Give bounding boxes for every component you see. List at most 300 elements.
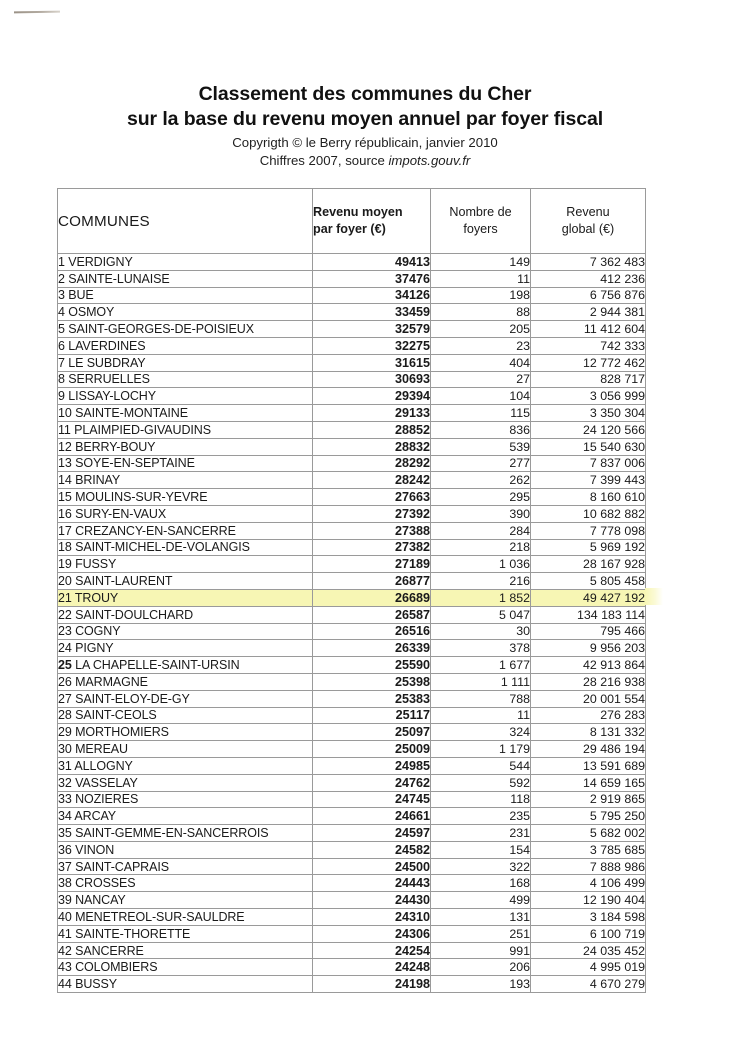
cell-revenu-global: 3 785 685 <box>531 841 646 858</box>
table-row <box>58 539 646 556</box>
cell-revenu-moyen: 37476 <box>313 270 431 287</box>
cell-commune-name: VINON <box>75 842 115 857</box>
cell-revenu-moyen: 27382 <box>313 539 431 556</box>
cell-commune <box>58 270 313 287</box>
cell-commune-name: LE SUBDRAY <box>68 355 146 370</box>
table-header-row <box>58 189 646 254</box>
cell-nombre-foyers: 30 <box>431 623 531 640</box>
cell-commune-name: BUSSY <box>75 977 117 992</box>
source-line <box>0 152 730 170</box>
cell-commune <box>58 757 313 774</box>
cell-commune-name: PLAIMPIED-GIVAUDINS <box>74 422 211 437</box>
table-row <box>58 909 646 926</box>
cell-commune <box>58 287 313 304</box>
cell-commune <box>58 808 313 825</box>
cell-commune-name: SAINT-GEORGES-DE-POISIEUX <box>68 322 254 337</box>
cell-revenu-global: 3 184 598 <box>531 909 646 926</box>
cell-revenu-moyen: 24254 <box>313 942 431 959</box>
cell-revenu-moyen: 25383 <box>313 690 431 707</box>
column-header-nombre-foyers-line-2: foyers <box>463 222 498 236</box>
cell-revenu-global: 11 412 604 <box>531 321 646 338</box>
cell-nombre-foyers: 154 <box>431 841 531 858</box>
cell-revenu-global: 7 399 443 <box>531 472 646 489</box>
cell-nombre-foyers: 216 <box>431 573 531 590</box>
cell-nombre-foyers: 284 <box>431 522 531 539</box>
cell-revenu-global: 5 795 250 <box>531 808 646 825</box>
cell-commune-name: SAINT-CEOLS <box>75 708 157 723</box>
cell-commune <box>58 909 313 926</box>
cell-nombre-foyers: 499 <box>431 892 531 909</box>
cell-commune <box>58 724 313 741</box>
communes-ranking-table <box>57 188 646 993</box>
cell-nombre-foyers: 115 <box>431 405 531 422</box>
cell-commune <box>58 388 313 405</box>
table-row <box>58 337 646 354</box>
cell-rank: 5 <box>58 322 65 337</box>
cell-rank: 3 <box>58 288 65 303</box>
cell-revenu-global: 4 995 019 <box>531 959 646 976</box>
cell-revenu-moyen: 29133 <box>313 405 431 422</box>
cell-commune-name: OSMOY <box>68 305 115 320</box>
cell-revenu-global: 412 236 <box>531 270 646 287</box>
cell-nombre-foyers: 206 <box>431 959 531 976</box>
cell-commune-name: BERRY-BOUY <box>75 439 156 454</box>
cell-nombre-foyers: 539 <box>431 438 531 455</box>
cell-revenu-global: 8 131 332 <box>531 724 646 741</box>
cell-nombre-foyers: 231 <box>431 825 531 842</box>
table-row <box>58 405 646 422</box>
cell-revenu-global: 7 837 006 <box>531 455 646 472</box>
column-header-revenu-moyen <box>313 189 431 254</box>
cell-nombre-foyers: 262 <box>431 472 531 489</box>
cell-commune-name: SURY-EN-VAUX <box>75 506 167 521</box>
cell-nombre-foyers: 11 <box>431 270 531 287</box>
cell-commune-name: SAINT-LAURENT <box>75 574 173 589</box>
table-header <box>58 189 646 254</box>
cell-revenu-global: 5 805 458 <box>531 573 646 590</box>
cell-nombre-foyers: 324 <box>431 724 531 741</box>
cell-revenu-global: 6 756 876 <box>531 287 646 304</box>
cell-rank: 10 <box>58 406 72 421</box>
cell-commune <box>58 925 313 942</box>
cell-nombre-foyers: 218 <box>431 539 531 556</box>
table-row <box>58 959 646 976</box>
table-row <box>58 640 646 657</box>
cell-commune-name: LA CHAPELLE-SAINT-URSIN <box>75 658 240 673</box>
table-row <box>58 321 646 338</box>
cell-rank: 38 <box>58 876 72 891</box>
cell-nombre-foyers: 104 <box>431 388 531 405</box>
cell-nombre-foyers: 149 <box>431 254 531 271</box>
cell-rank: 31 <box>58 758 72 773</box>
table-body <box>58 254 646 993</box>
table-row <box>58 707 646 724</box>
cell-rank: 2 <box>58 271 65 286</box>
cell-rank: 19 <box>58 557 72 572</box>
cell-commune-name: LISSAY-LOCHY <box>68 389 156 404</box>
cell-revenu-moyen: 25097 <box>313 724 431 741</box>
cell-nombre-foyers: 390 <box>431 505 531 522</box>
cell-commune-name: FUSSY <box>75 557 117 572</box>
cell-commune-name: CROSSES <box>75 876 136 891</box>
cell-revenu-global: 7 888 986 <box>531 858 646 875</box>
cell-rank: 11 <box>58 422 71 437</box>
cell-commune <box>58 841 313 858</box>
cell-revenu-global: 4 670 279 <box>531 976 646 993</box>
cell-revenu-moyen: 24745 <box>313 791 431 808</box>
cell-commune <box>58 321 313 338</box>
cell-rank: 37 <box>58 859 72 874</box>
cell-rank: 39 <box>58 893 72 908</box>
table-row <box>58 472 646 489</box>
cell-revenu-global: 3 350 304 <box>531 405 646 422</box>
cell-commune <box>58 825 313 842</box>
copyright-line: Copyrigth © le Berry républicain, janvier 2010 <box>232 135 498 150</box>
table-row <box>58 657 646 674</box>
cell-commune-name: SAINT-GEMME-EN-SANCERROIS <box>75 825 269 840</box>
cell-revenu-moyen: 27663 <box>313 489 431 506</box>
cell-commune <box>58 942 313 959</box>
cell-rank: 33 <box>58 792 72 807</box>
cell-revenu-moyen: 26587 <box>313 606 431 623</box>
cell-rank: 29 <box>58 725 72 740</box>
table-row <box>58 808 646 825</box>
cell-commune <box>58 254 313 271</box>
cell-revenu-global: 10 682 882 <box>531 505 646 522</box>
cell-commune-name: LAVERDINES <box>68 338 146 353</box>
cell-commune <box>58 421 313 438</box>
cell-revenu-moyen: 32275 <box>313 337 431 354</box>
cell-revenu-moyen: 34126 <box>313 287 431 304</box>
cell-revenu-moyen: 24985 <box>313 757 431 774</box>
table-row <box>58 388 646 405</box>
cell-revenu-global: 134 183 114 <box>531 606 646 623</box>
cell-revenu-moyen: 25117 <box>313 707 431 724</box>
cell-commune-name: SAINTE-MONTAINE <box>75 406 188 421</box>
cell-commune <box>58 606 313 623</box>
cell-commune <box>58 623 313 640</box>
cell-rank: 20 <box>58 574 72 589</box>
table-row <box>58 741 646 758</box>
cell-commune <box>58 657 313 674</box>
cell-commune <box>58 556 313 573</box>
cell-revenu-moyen: 26689 <box>313 589 431 606</box>
cell-nombre-foyers: 1 852 <box>431 589 531 606</box>
cell-revenu-moyen: 27392 <box>313 505 431 522</box>
cell-nombre-foyers: 1 179 <box>431 741 531 758</box>
cell-commune-name: COLOMBIERS <box>75 960 158 975</box>
cell-rank: 44 <box>58 977 72 992</box>
table-row <box>58 673 646 690</box>
cell-commune-name: NOZIERES <box>75 792 139 807</box>
cell-nombre-foyers: 27 <box>431 371 531 388</box>
cell-nombre-foyers: 11 <box>431 707 531 724</box>
column-header-revenu-moyen-line-1: Revenu moyen <box>313 205 403 219</box>
cell-revenu-moyen: 49413 <box>313 254 431 271</box>
cell-commune <box>58 522 313 539</box>
cell-commune-name: MENETREOL-SUR-SAULDRE <box>75 909 245 924</box>
cell-rank: 41 <box>58 926 72 941</box>
cell-revenu-moyen: 24310 <box>313 909 431 926</box>
cell-commune-name: SOYE-EN-SEPTAINE <box>75 456 195 471</box>
cell-revenu-moyen: 26339 <box>313 640 431 657</box>
page-title-line-2: sur la base du revenu moyen annuel par foyer fiscal <box>126 108 604 130</box>
cell-nombre-foyers: 1 036 <box>431 556 531 573</box>
cell-commune <box>58 589 313 606</box>
table-row <box>58 606 646 623</box>
source-name: impots.gouv.fr <box>388 153 471 168</box>
table-row <box>58 270 646 287</box>
table-row <box>58 354 646 371</box>
cell-commune-name: SERRUELLES <box>68 372 150 387</box>
column-header-nombre-foyers-line-1: Nombre de <box>449 205 512 219</box>
cell-rank: 15 <box>58 490 72 505</box>
cell-revenu-moyen: 24248 <box>313 959 431 976</box>
cell-revenu-moyen: 28242 <box>313 472 431 489</box>
cell-nombre-foyers: 295 <box>431 489 531 506</box>
cell-rank: 13 <box>58 456 72 471</box>
cell-rank: 25 <box>58 658 72 673</box>
cell-revenu-global: 5 682 002 <box>531 825 646 842</box>
cell-nombre-foyers: 198 <box>431 287 531 304</box>
cell-nombre-foyers: 991 <box>431 942 531 959</box>
cell-commune <box>58 875 313 892</box>
cell-commune-name: SAINT-MICHEL-DE-VOLANGIS <box>75 540 250 555</box>
cell-commune-name: MEREAU <box>75 742 128 756</box>
cell-commune-name: BRINAY <box>75 473 121 488</box>
cell-nombre-foyers: 5 047 <box>431 606 531 623</box>
cell-rank: 12 <box>58 439 72 454</box>
table-row <box>58 522 646 539</box>
cell-revenu-moyen: 27189 <box>313 556 431 573</box>
cell-revenu-moyen: 24661 <box>313 808 431 825</box>
table-row <box>58 589 646 606</box>
cell-nombre-foyers: 836 <box>431 421 531 438</box>
cell-rank: 27 <box>58 691 72 706</box>
cell-rank: 8 <box>58 372 65 387</box>
table-row <box>58 925 646 942</box>
table-row <box>58 254 646 271</box>
cell-revenu-global: 7 778 098 <box>531 522 646 539</box>
cell-revenu-global: 13 591 689 <box>531 757 646 774</box>
cell-nombre-foyers: 193 <box>431 976 531 993</box>
table-row <box>58 690 646 707</box>
table-row <box>58 287 646 304</box>
cell-revenu-global: 29 486 194 <box>531 741 646 758</box>
cell-commune-name: SANCERRE <box>75 943 144 958</box>
cell-revenu-global: 9 956 203 <box>531 640 646 657</box>
cell-commune-name: VERDIGNY <box>68 254 133 269</box>
cell-commune <box>58 438 313 455</box>
table-row <box>58 438 646 455</box>
cell-nombre-foyers: 1 111 <box>431 673 531 690</box>
cell-revenu-global: 49 427 192 <box>531 589 646 606</box>
cell-commune-name: PIGNY <box>75 641 114 656</box>
cell-revenu-global: 2 919 865 <box>531 791 646 808</box>
cell-commune <box>58 573 313 590</box>
cell-commune <box>58 791 313 808</box>
cell-revenu-global: 5 969 192 <box>531 539 646 556</box>
document-header <box>0 82 730 170</box>
source-prefix: Chiffres 2007, source <box>259 153 389 168</box>
table-row <box>58 505 646 522</box>
cell-revenu-moyen: 25398 <box>313 673 431 690</box>
cell-rank: 21 <box>58 590 72 605</box>
cell-commune <box>58 976 313 993</box>
cell-nombre-foyers: 118 <box>431 791 531 808</box>
cell-revenu-global: 24 120 566 <box>531 421 646 438</box>
cell-revenu-moyen: 27388 <box>313 522 431 539</box>
table-row <box>58 573 646 590</box>
cell-revenu-moyen: 26516 <box>313 623 431 640</box>
cell-commune <box>58 354 313 371</box>
cell-commune-name: SAINT-ELOY-DE-GY <box>75 691 190 706</box>
cell-commune <box>58 505 313 522</box>
table-row <box>58 791 646 808</box>
table-row <box>58 724 646 741</box>
cell-nombre-foyers: 1 677 <box>431 657 531 674</box>
cell-commune-name: BUE <box>68 288 94 303</box>
cell-nombre-foyers: 378 <box>431 640 531 657</box>
cell-revenu-moyen: 30693 <box>313 371 431 388</box>
table-row <box>58 623 646 640</box>
column-header-revenu-global-line-1: Revenu <box>566 205 610 219</box>
cell-commune <box>58 455 313 472</box>
cell-nombre-foyers: 404 <box>431 354 531 371</box>
cell-commune <box>58 892 313 909</box>
table-row <box>58 304 646 321</box>
cell-commune-name: MOULINS-SUR-YEVRE <box>75 490 208 505</box>
cell-revenu-moyen: 29394 <box>313 388 431 405</box>
cell-revenu-global: 2 944 381 <box>531 304 646 321</box>
cell-nombre-foyers: 23 <box>431 337 531 354</box>
cell-nombre-foyers: 131 <box>431 909 531 926</box>
cell-rank: 34 <box>58 809 72 824</box>
table-row <box>58 455 646 472</box>
cell-commune <box>58 640 313 657</box>
table-row <box>58 556 646 573</box>
cell-rank: 30 <box>58 742 72 756</box>
cell-commune-name: SAINT-DOULCHARD <box>75 607 194 622</box>
cell-commune-name: TROUY <box>74 590 119 605</box>
cell-revenu-moyen: 24430 <box>313 892 431 909</box>
cell-commune <box>58 371 313 388</box>
cell-revenu-moyen: 24762 <box>313 774 431 791</box>
cell-revenu-moyen: 25009 <box>313 741 431 758</box>
cell-commune <box>58 774 313 791</box>
cell-revenu-moyen: 28292 <box>313 455 431 472</box>
cell-commune <box>58 858 313 875</box>
cell-revenu-global: 3 056 999 <box>531 388 646 405</box>
cell-nombre-foyers: 592 <box>431 774 531 791</box>
cell-rank: 36 <box>58 842 72 857</box>
cell-revenu-global: 828 717 <box>531 371 646 388</box>
cell-nombre-foyers: 251 <box>431 925 531 942</box>
column-header-revenu-moyen-line-2: par foyer (€) <box>313 222 386 236</box>
highlighter-bleed-mark <box>645 588 663 605</box>
column-header-nombre-foyers <box>431 189 531 254</box>
page-title-line-1: Classement des communes du Cher <box>198 83 532 105</box>
cell-rank: 32 <box>58 775 72 790</box>
cell-revenu-global: 28 216 938 <box>531 673 646 690</box>
cell-commune <box>58 741 313 758</box>
cell-commune <box>58 405 313 422</box>
cell-revenu-global: 42 913 864 <box>531 657 646 674</box>
cell-revenu-moyen: 24582 <box>313 841 431 858</box>
cell-revenu-moyen: 24500 <box>313 858 431 875</box>
cell-revenu-moyen: 28852 <box>313 421 431 438</box>
table-row <box>58 371 646 388</box>
table-row <box>58 875 646 892</box>
cell-revenu-moyen: 24198 <box>313 976 431 993</box>
table-row <box>58 774 646 791</box>
cell-commune <box>58 304 313 321</box>
table-row <box>58 421 646 438</box>
cell-revenu-global: 742 333 <box>531 337 646 354</box>
cell-revenu-global: 28 167 928 <box>531 556 646 573</box>
column-header-revenu-global-line-2: global (€) <box>561 222 615 236</box>
cell-commune-name: MARMAGNE <box>75 674 148 689</box>
table-row <box>58 841 646 858</box>
cell-commune-name: MORTHOMIERS <box>75 725 169 740</box>
cell-commune <box>58 489 313 506</box>
cell-rank: 23 <box>58 624 72 639</box>
cell-revenu-global: 276 283 <box>531 707 646 724</box>
cell-commune-name: NANCAY <box>75 893 126 908</box>
cell-rank: 17 <box>58 523 72 538</box>
cell-commune-name: SAINTE-THORETTE <box>75 926 191 941</box>
cell-commune-name: VASSELAY <box>75 775 138 790</box>
cell-revenu-global: 14 659 165 <box>531 774 646 791</box>
cell-commune <box>58 539 313 556</box>
cell-rank: 26 <box>58 674 72 689</box>
cell-commune-name: SAINT-CAPRAIS <box>75 859 169 874</box>
cell-revenu-global: 6 100 719 <box>531 925 646 942</box>
cell-rank: 1 <box>58 254 65 269</box>
cell-nombre-foyers: 235 <box>431 808 531 825</box>
cell-nombre-foyers: 205 <box>431 321 531 338</box>
cell-commune <box>58 337 313 354</box>
cell-commune-name: CREZANCY-EN-SANCERRE <box>75 523 236 538</box>
cell-commune-name: ALLOGNY <box>74 758 133 773</box>
cell-nombre-foyers: 788 <box>431 690 531 707</box>
cell-revenu-moyen: 24443 <box>313 875 431 892</box>
cell-revenu-global: 20 001 554 <box>531 690 646 707</box>
cell-rank: 7 <box>58 355 65 370</box>
cell-revenu-global: 795 466 <box>531 623 646 640</box>
cell-rank: 43 <box>58 960 72 975</box>
cell-commune-name: SAINTE-LUNAISE <box>68 271 170 286</box>
cell-rank: 18 <box>58 540 72 555</box>
cell-revenu-moyen: 24306 <box>313 925 431 942</box>
cell-revenu-moyen: 32579 <box>313 321 431 338</box>
cell-commune <box>58 472 313 489</box>
table-row <box>58 892 646 909</box>
cell-revenu-global: 24 035 452 <box>531 942 646 959</box>
cell-commune <box>58 707 313 724</box>
cell-nombre-foyers: 88 <box>431 304 531 321</box>
cell-rank: 4 <box>58 305 65 320</box>
cell-revenu-moyen: 25590 <box>313 657 431 674</box>
cell-revenu-global: 12 190 404 <box>531 892 646 909</box>
table-row <box>58 976 646 993</box>
cell-commune <box>58 959 313 976</box>
cell-revenu-moyen: 26877 <box>313 573 431 590</box>
cell-nombre-foyers: 544 <box>431 757 531 774</box>
cell-commune-name: ARCAY <box>74 809 117 824</box>
cell-rank: 24 <box>58 641 72 656</box>
cell-rank: 22 <box>58 607 72 622</box>
